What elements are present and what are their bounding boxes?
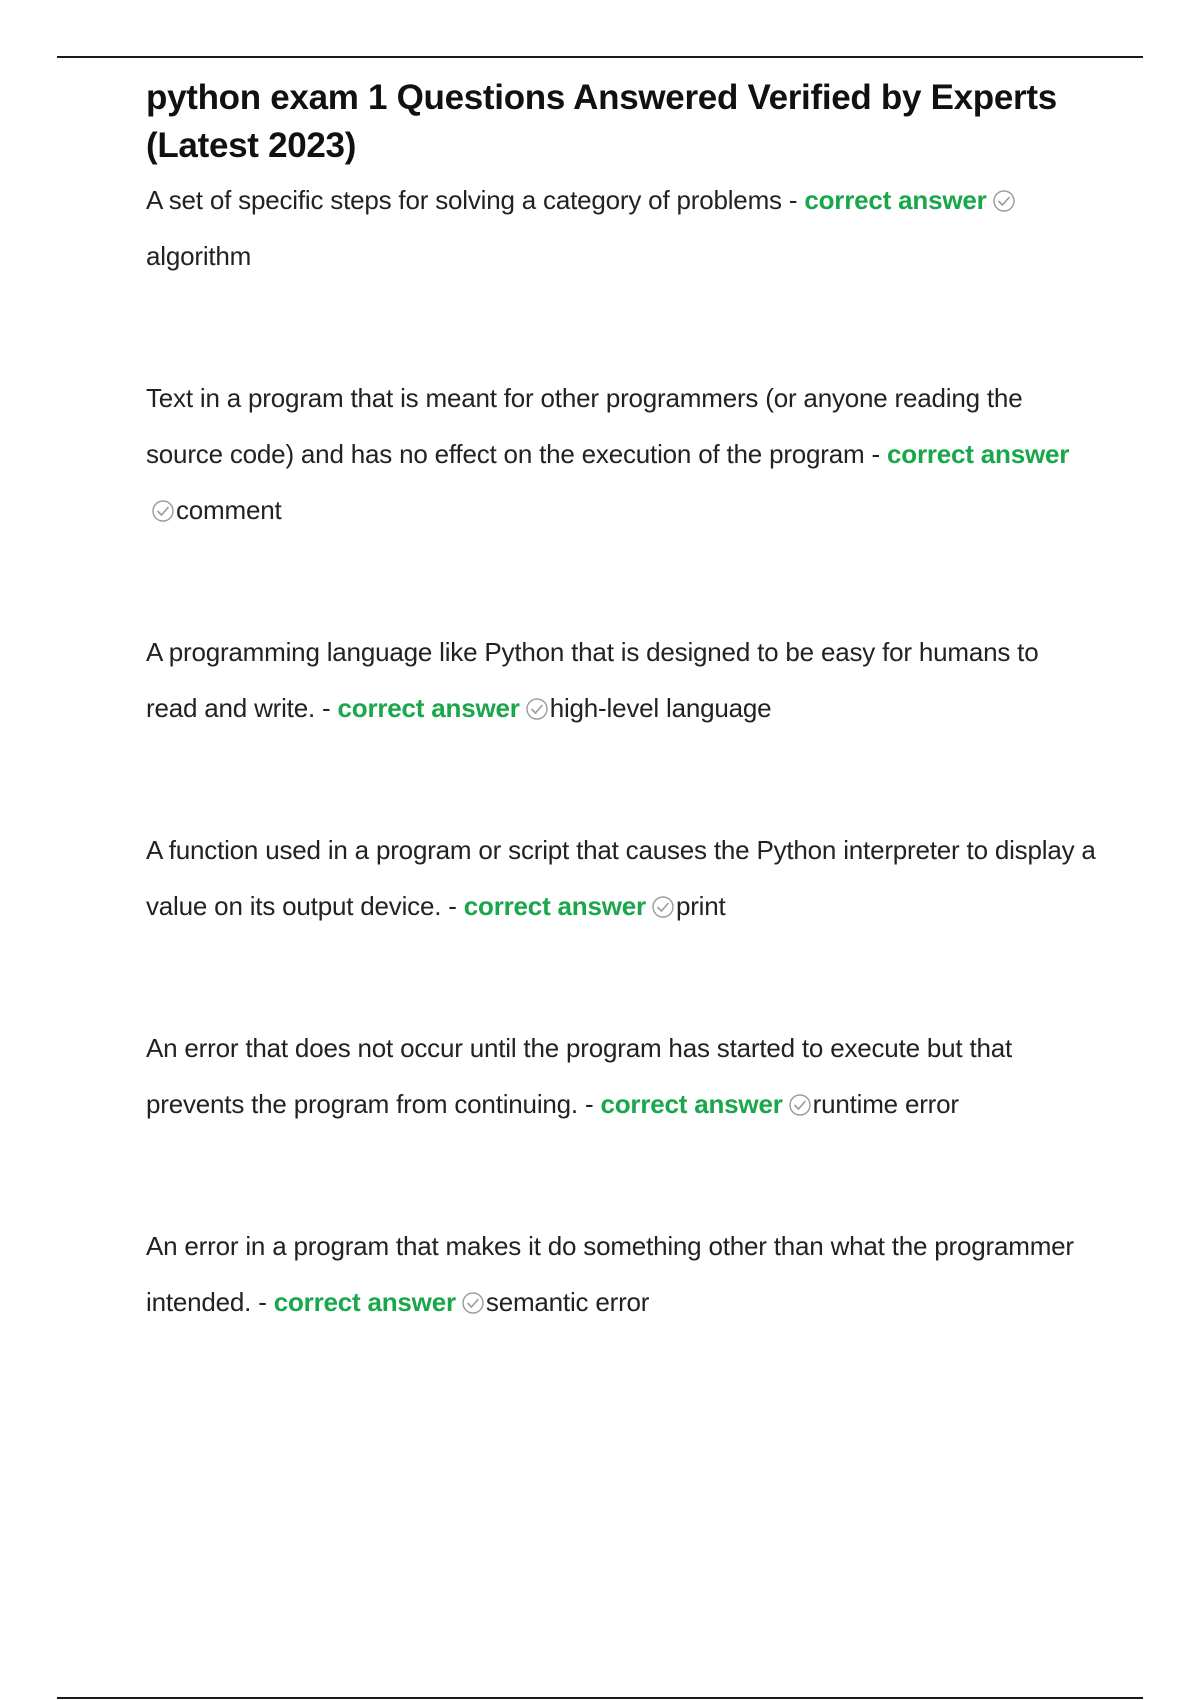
answer-label: correct answer [804, 185, 987, 215]
check-circle-icon [992, 189, 1016, 213]
check-circle-icon [151, 499, 175, 523]
question-text: A set of specific steps for solving a category of problems [146, 185, 782, 215]
check-circle-icon [788, 1093, 812, 1117]
document-title: python exam 1 Questions Answered Verified by Experts (Latest 2023) [146, 78, 1057, 165]
answer-text: print [675, 891, 726, 921]
question-text: An error in a program that makes it do something other than what the programmer intended. [146, 1231, 1074, 1317]
answer-text: algorithm [146, 241, 252, 271]
top-rule [57, 56, 1143, 58]
document-page [146, 74, 1096, 1330]
answer-label: correct answer [273, 1287, 456, 1317]
question-text: A function used in a program or script that causes the Python interpreter to display a value on its output device. [146, 835, 1096, 921]
bottom-rule [57, 1697, 1143, 1699]
qa-item: Text in a program that is meant for other programmers (or anyone reading the source code) and has no effect on the execution of the program - correct answer comment [146, 383, 1070, 525]
qa-item: An error that does not occur until the program has started to execute but that prevents the program from continuing. - correct answer runtime error [146, 1033, 1013, 1119]
answer-label: correct answer [600, 1089, 783, 1119]
answer-label: correct answer [463, 891, 646, 921]
qa-item: A programming language like Python that is designed to be easy for humans to read and write. - correct answer high-level language [146, 637, 1039, 723]
qa-item: A function used in a program or script that causes the Python interpreter to display a value on its output device. - correct answer print [146, 835, 1096, 921]
question-text: Text in a program that is meant for other programmers (or anyone reading the source code) and has no effect on the execution of the program [146, 383, 1023, 469]
check-circle-icon [525, 697, 549, 721]
qa-item: An error in a program that makes it do something other than what the programmer intended. - correct answer semantic error [146, 1231, 1074, 1317]
qa-item: A set of specific steps for solving a category of problems - correct answer algorithm [146, 172, 1096, 284]
answer-text: runtime error [812, 1089, 959, 1119]
answer-text: comment [176, 495, 282, 525]
question-text: A programming language like Python that is designed to be easy for humans to read and write. [146, 637, 1039, 723]
answer-text: semantic error [485, 1287, 650, 1317]
answer-text: high-level language [549, 693, 772, 723]
question-text: An error that does not occur until the program has started to execute but that prevents the program from continuing. [146, 1033, 1013, 1119]
answer-label: correct answer [887, 439, 1070, 469]
check-circle-icon [461, 1291, 485, 1315]
check-circle-icon [651, 895, 675, 919]
answer-label: correct answer [337, 693, 520, 723]
